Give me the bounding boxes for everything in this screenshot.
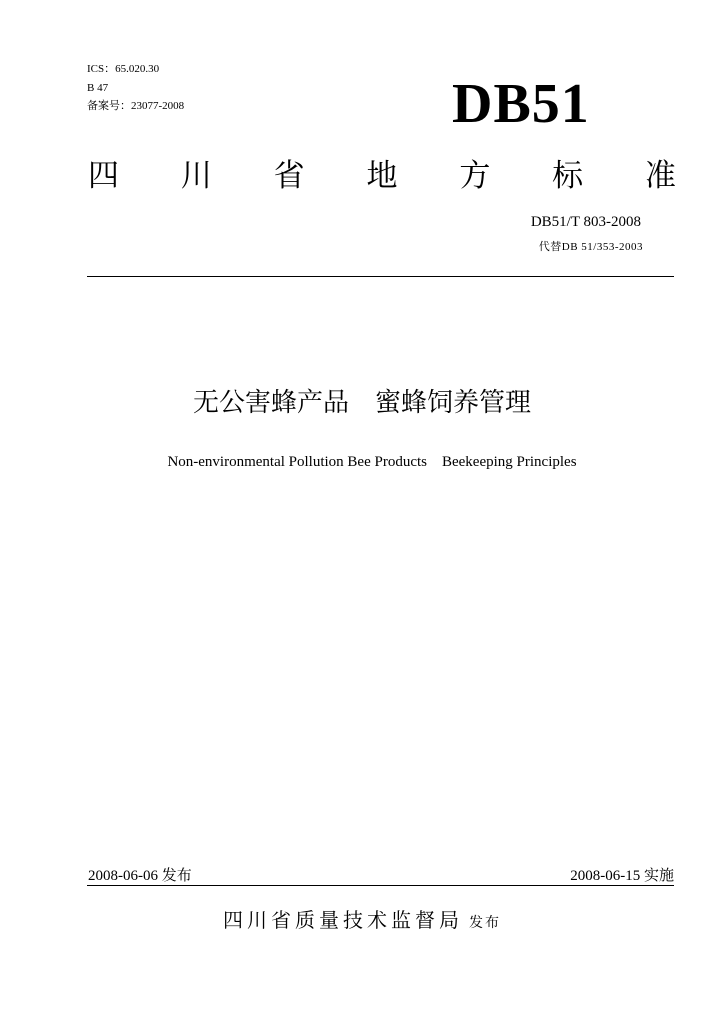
issuer-line [0, 905, 724, 938]
standard-type-char: 四 [88, 158, 119, 194]
issuer-action: 发布 [469, 915, 501, 931]
standard-type-char: 标 [552, 158, 584, 194]
standard-type-char: 地 [366, 158, 398, 194]
standard-type-char: 方 [459, 158, 491, 194]
standard-type-char: 川 [180, 158, 212, 194]
record-number: 备案号：23077-2008 [87, 100, 185, 112]
title-english: Non-environmental Pollution Bee Products Beekeeping Principles [167, 454, 577, 470]
header-divider [87, 276, 674, 277]
standard-type-heading [88, 156, 676, 196]
standard-type-char: 省 [273, 158, 305, 194]
replaces-standard: 代替DB 51/353-2003 [538, 241, 643, 253]
standard-number: DB51/T 803-2008 [530, 214, 641, 230]
standard-code-mark: DB51 [452, 73, 590, 135]
footer-divider [87, 885, 674, 886]
implement-date: 2008-06-15 实施 [570, 868, 674, 884]
title-chinese: 无公害蜂产品 蜜蜂饲养管理 [192, 388, 531, 418]
standard-type-char: 准 [644, 158, 676, 194]
issuer-organization: 四川省质量技术监督局 [223, 908, 463, 932]
ccs-code: B 47 [87, 82, 109, 94]
ics-code: ICS：65.020.30 [87, 63, 160, 75]
publish-date: 2008-06-06 发布 [88, 868, 192, 884]
